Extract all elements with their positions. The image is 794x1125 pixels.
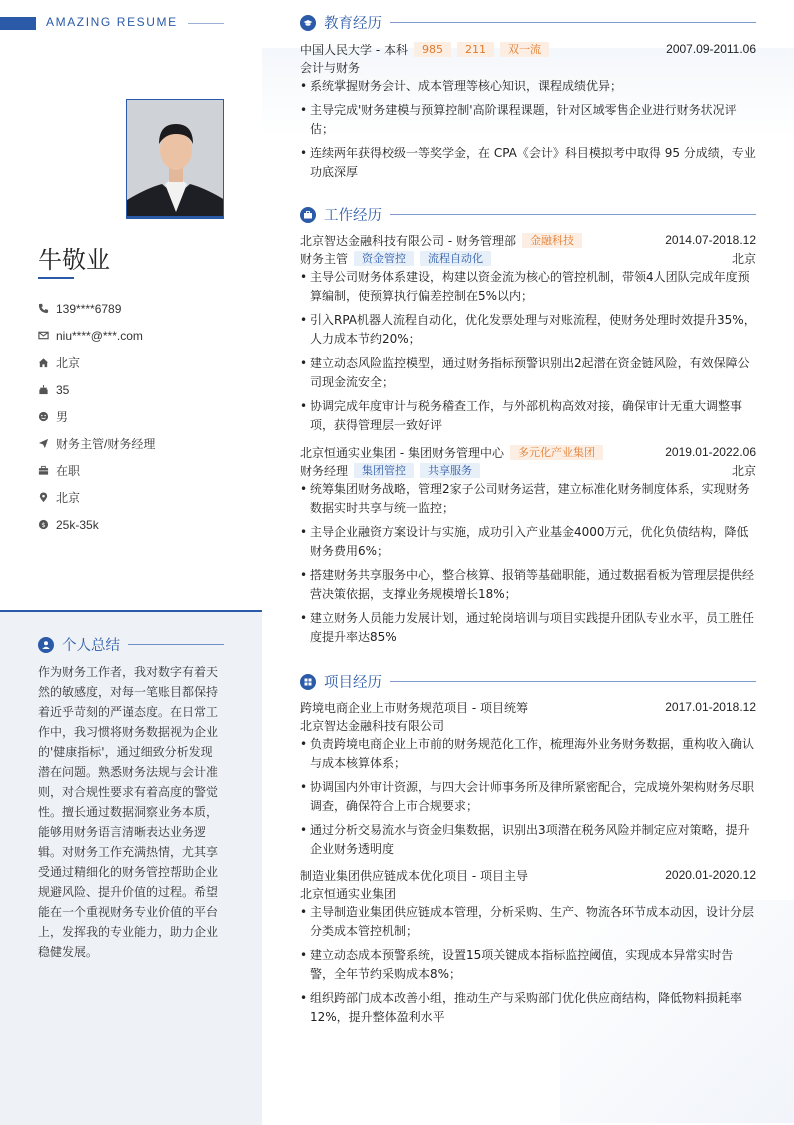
age-text: 35 <box>56 382 70 397</box>
job-company: 北京智达金融科技有限公司 - 财务管理部 <box>300 233 516 248</box>
brand-bar <box>0 17 36 30</box>
project-bullets <box>300 735 756 864</box>
list-item: • 引入RPA机器人流程自动化，优化发票处理与对账流程，使财务处理时效提升35%，人力成本节约20%； <box>300 311 756 349</box>
info-target-position <box>38 430 155 457</box>
cake-icon <box>38 384 56 395</box>
summary-title: 个人总结 <box>62 638 120 654</box>
project-org-row <box>300 884 756 902</box>
face-icon <box>38 411 56 422</box>
list-item: • 主导制造业集团供应链成本管理，分析采购、生产、物流各环节成本动因，设计分层分类成本管控机制； <box>300 903 756 941</box>
info-phone <box>38 295 155 322</box>
info-target-city <box>38 484 155 511</box>
list-item: • 主导公司财务体系建设，构建以资金流为核心的管控机制，带领4人团队完成年度预算编制，使预算执行偏差控制在5%以内； <box>300 268 756 306</box>
send-icon <box>38 438 56 449</box>
brand-title: AMAZING RESUME <box>46 15 178 29</box>
project-name-row <box>300 698 756 716</box>
grid-icon <box>300 674 316 690</box>
project-org: 北京智达金融科技有限公司 <box>300 718 445 733</box>
job-city: 北京 <box>731 251 756 266</box>
residence-text: 北京 <box>56 356 81 370</box>
info-email <box>38 322 155 349</box>
work-header <box>300 204 756 225</box>
job-company: 北京恒通实业集团 - 集团财务管理中心 <box>300 445 504 460</box>
home-icon <box>38 357 56 368</box>
school-name: 中国人民大学 - 本科 <box>300 42 408 57</box>
info-salary <box>38 511 155 538</box>
project-bullets <box>300 903 756 1032</box>
target-position-text: 财务主管/财务经理 <box>56 437 156 451</box>
education-bullets <box>300 77 756 187</box>
project-org: 北京恒通实业集团 <box>300 886 397 901</box>
project-name: 制造业集团供应链成本优化项目 - 项目主导 <box>300 868 528 883</box>
brand-divider <box>188 23 224 24</box>
job-date: 2019.01-2022.06 <box>665 445 756 459</box>
project-date: 2020.01-2020.12 <box>665 868 756 882</box>
list-item: • 统筹集团财务战略，管理2家子公司财务运营，建立标准化财务制度体系，实现财务数据实时共享与统一监控； <box>300 480 756 518</box>
gender-text: 男 <box>56 410 69 424</box>
project-name: 跨境电商企业上市财务规范项目 - 项目统筹 <box>300 700 528 715</box>
job-role: 财务经理 <box>300 463 349 478</box>
skill-tag: 流程自动化 <box>420 251 491 266</box>
education-school-row <box>300 40 756 58</box>
list-item: • 组织跨部门成本改善小组，推动生产与采购部门优化供应商结构，降低物料损耗率12%，提升整体盈利水平 <box>300 989 756 1027</box>
info-age <box>38 376 155 403</box>
candidate-name: 牛敬业 <box>38 246 110 274</box>
phone-icon <box>38 303 56 314</box>
summary-divider <box>128 644 224 645</box>
education-title: 教育经历 <box>324 16 382 32</box>
list-item: • 建立财务人员能力发展计划，通过轮岗培训与项目实践提升团队专业水平，员工胜任度提升率达85% <box>300 609 756 647</box>
list-item: • 连续两年获得校级一等奖学金，在 CPA《会计》科目模拟考中取得 95 分成绩，专业功底深厚 <box>300 144 756 182</box>
summary-header <box>38 634 224 655</box>
education-date: 2007.09-2011.06 <box>666 42 756 56</box>
info-residence <box>38 349 155 376</box>
job-role: 财务主管 <box>300 251 349 266</box>
svg-text:$: $ <box>41 520 46 529</box>
list-item: • 主导完成'财务建模与预算控制'高阶课程课题，针对区域零售企业进行财务状况评估； <box>300 101 756 139</box>
list-item: • 搭建财务共享服务中心，整合核算、报销等基础职能，通过数据看板为管理层提供经营决策依据，支撑业务规模增长18%； <box>300 566 756 604</box>
location-icon <box>38 492 56 503</box>
list-item: • 协调完成年度审计与税务稽查工作，与外部机构高效对接，确保审计无重大调整事项，获得管理层一致好评 <box>300 397 756 435</box>
work-divider <box>390 214 756 215</box>
list-item: • 建立动态成本预警系统，设置15项关键成本指标监控阈值，实现成本异常实时告警，全年节约采购成本8%； <box>300 946 756 984</box>
job-role-row <box>300 249 756 267</box>
list-item: • 系统掌握财务会计、成本管理等核心知识，课程成绩优异； <box>300 77 756 96</box>
industry-tag: 多元化产业集团 <box>510 445 603 460</box>
target-city-text: 北京 <box>56 491 81 505</box>
skill-tag: 集团管控 <box>354 463 414 478</box>
list-item: • 通过分析交易流水与资金归集数据，识别出3项潜在税务风险并制定应对策略，提升企业财务透明度 <box>300 821 756 859</box>
school-tag: 985 <box>414 42 451 57</box>
briefcase-icon <box>38 465 56 476</box>
list-item: • 建立动态风险监控模型，通过财务指标预警识别出2起潜在资金链风险，有效保障公司现金流安全； <box>300 354 756 392</box>
job-bullets <box>300 268 756 440</box>
info-status <box>38 457 155 484</box>
education-major-row <box>300 58 756 76</box>
job-bullets <box>300 480 756 652</box>
project-name-row <box>300 866 756 884</box>
info-gender <box>38 403 155 430</box>
phone-text: 139****6789 <box>56 301 122 316</box>
job-role-row <box>300 461 756 479</box>
education-major: 会计与财务 <box>300 60 361 75</box>
list-item: • 负责跨境电商企业上市前的财务规范化工作，梳理海外业务财务数据，重构收入确认与成本核算体系； <box>300 735 756 773</box>
skill-tag: 资金管控 <box>354 251 414 266</box>
projects-divider <box>390 681 756 682</box>
industry-tag: 金融科技 <box>522 233 582 248</box>
list-item: • 主导企业融资方案设计与实施，成功引入产业基金4000万元，优化负债结构，降低财务费用6%； <box>300 523 756 561</box>
user-icon <box>38 637 54 653</box>
school-tag: 双一流 <box>500 42 549 57</box>
profile-photo <box>126 99 224 219</box>
job-company-row <box>300 443 756 461</box>
school-tag: 211 <box>457 42 494 57</box>
money-icon <box>38 519 56 530</box>
name-underline <box>38 277 74 279</box>
briefcase-icon <box>300 207 316 223</box>
projects-title: 项目经历 <box>324 675 382 691</box>
email-text: niu****@***.com <box>56 328 143 343</box>
summary-text: 作为财务工作者，我对数字有着天然的敏感度，对每一笔账目都保持着近乎苛刻的严谨态度。在日常工作中，我习惯将财务数据视为企业的'健康指标'，通过细致分析发现潜在问题。熟悉财务法规与会计准则，对合规性要求有着高度的警觉性。擅长通过数据洞察业务本质，能够用财务语言清晰表达业务逻辑。对财务工作充满热情，尤其享受通过精细化的财务管控帮助企业规避风险、提升价值的过程。希望能在一个重视财务专业价值的平台上，发挥我的专业能力，助力企业稳健发展。 <box>38 665 219 959</box>
education-header <box>300 12 756 33</box>
contact-info-list <box>38 295 155 538</box>
graduation-cap-icon <box>300 15 316 31</box>
projects-header <box>300 671 756 692</box>
list-item: • 协调国内外审计资源，与四大会计师事务所及律所紧密配合，完成境外架构财务尽职调查，确保符合上市合规要求； <box>300 778 756 816</box>
job-date: 2014.07-2018.12 <box>665 233 756 247</box>
project-org-row <box>300 716 756 734</box>
job-company-row <box>300 231 756 249</box>
skill-tag: 共享服务 <box>420 463 480 478</box>
status-text: 在职 <box>56 464 81 478</box>
project-date: 2017.01-2018.12 <box>665 700 756 714</box>
job-city: 北京 <box>731 463 756 478</box>
salary-text: 25k-35k <box>56 517 99 532</box>
education-divider <box>390 22 756 23</box>
work-title: 工作经历 <box>324 208 382 224</box>
mail-icon <box>38 330 56 341</box>
